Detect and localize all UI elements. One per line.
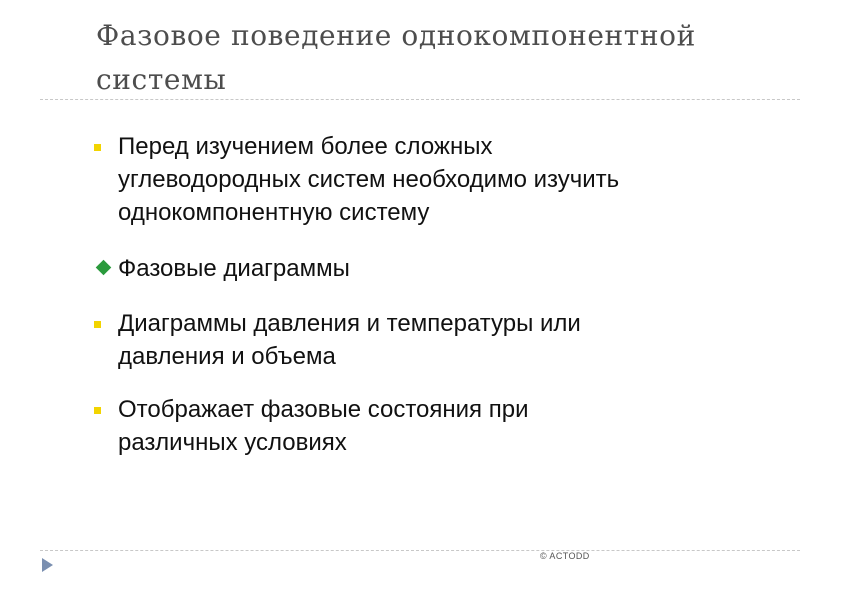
bullet-item — [118, 393, 638, 459]
bullet-item-text: Фазовые диаграммы — [118, 255, 350, 282]
bullet-item — [118, 130, 638, 229]
diamond-bullet-icon — [96, 260, 112, 276]
bullet-item-text: Перед изучением более сложных углеводородных систем необходимо изучить однокомпонентную систему — [118, 133, 620, 226]
bullet-item — [118, 307, 638, 373]
footer-divider — [40, 550, 800, 551]
triangle-right-icon — [42, 558, 53, 572]
footer-copyright: © ACTODD — [540, 551, 590, 561]
slide-title: Фазовое поведение однокомпонентной системы — [96, 19, 696, 96]
square-bullet-icon — [94, 321, 101, 328]
square-bullet-icon — [94, 407, 101, 414]
bullet-item-text: Отображает фазовые состояния при различных условиях — [118, 396, 529, 456]
bullet-item-text: Диаграммы давления и температуры или давления и объема — [118, 310, 581, 370]
bullet-item — [118, 252, 638, 285]
square-bullet-icon — [94, 144, 101, 151]
